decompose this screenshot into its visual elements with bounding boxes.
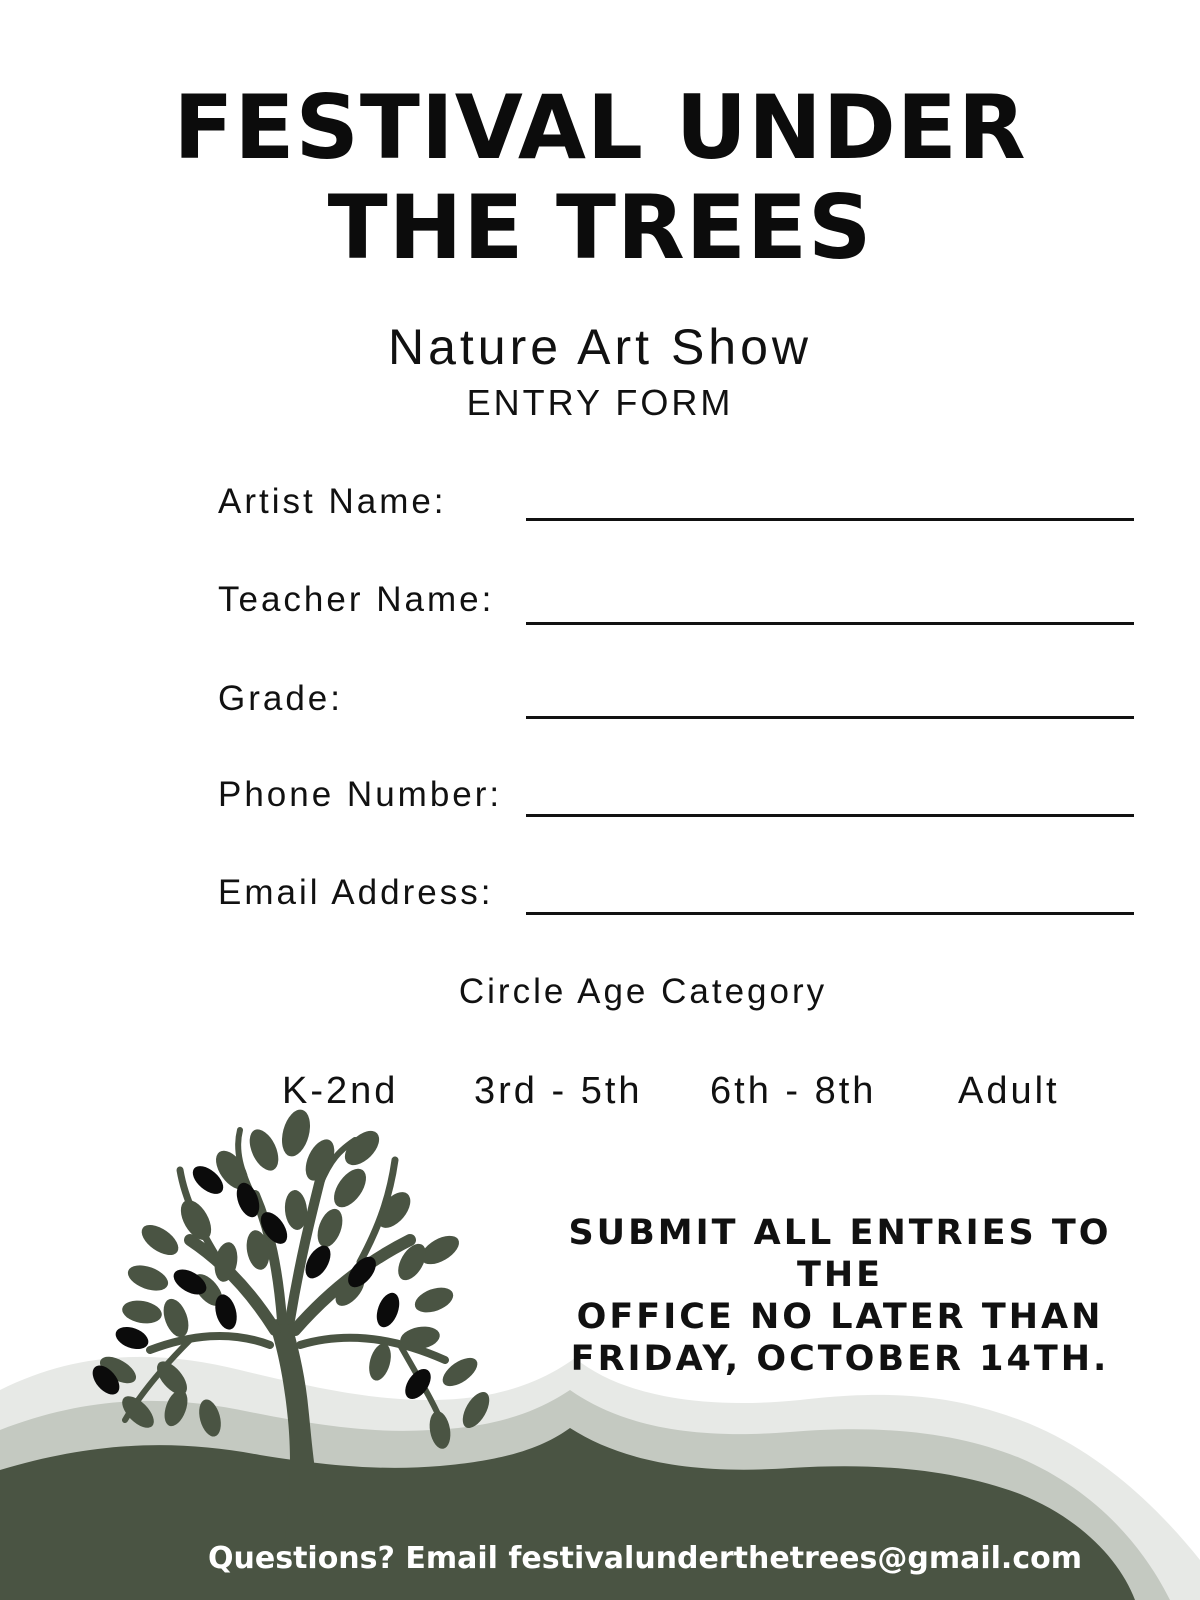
contact-footer: Questions? Email festivalunderthetrees@gmail.com	[208, 1541, 1082, 1576]
age-option-adult[interactable]: Adult	[958, 1070, 1060, 1112]
form-label: ENTRY FORM	[466, 382, 734, 423]
title-line-2: THE TREES	[327, 176, 873, 279]
subtitle: Nature Art Show	[387, 319, 813, 375]
title-line-1: FESTIVAL UNDER	[173, 76, 1027, 179]
submit-note-line-1: SUBMIT ALL ENTRIES TO THE	[568, 1213, 1112, 1295]
page-title	[0, 78, 1200, 278]
submit-note-line-2: OFFICE NO LATER THAN	[576, 1297, 1104, 1337]
submit-deadline-note	[520, 1212, 1160, 1380]
age-category-heading: Circle Age Category	[458, 972, 828, 1011]
artist-name-field[interactable]	[526, 518, 1134, 521]
artist-name-label: Artist Name:	[218, 482, 447, 521]
teacher-name-field[interactable]	[526, 622, 1134, 625]
phone-number-label: Phone Number:	[218, 775, 503, 814]
age-option-k-2nd[interactable]: K-2nd	[282, 1070, 399, 1112]
age-option-6th-8th[interactable]: 6th - 8th	[710, 1070, 877, 1112]
email-address-field[interactable]	[526, 912, 1134, 915]
phone-number-field[interactable]	[526, 814, 1134, 817]
age-option-3rd-5th[interactable]: 3rd - 5th	[474, 1070, 643, 1112]
grade-label: Grade:	[218, 679, 343, 718]
submit-note-line-3: FRIDAY, OCTOBER 14TH.	[570, 1339, 1110, 1379]
grade-field[interactable]	[526, 716, 1134, 719]
email-address-label: Email Address:	[218, 873, 494, 912]
teacher-name-label: Teacher Name:	[218, 580, 495, 619]
